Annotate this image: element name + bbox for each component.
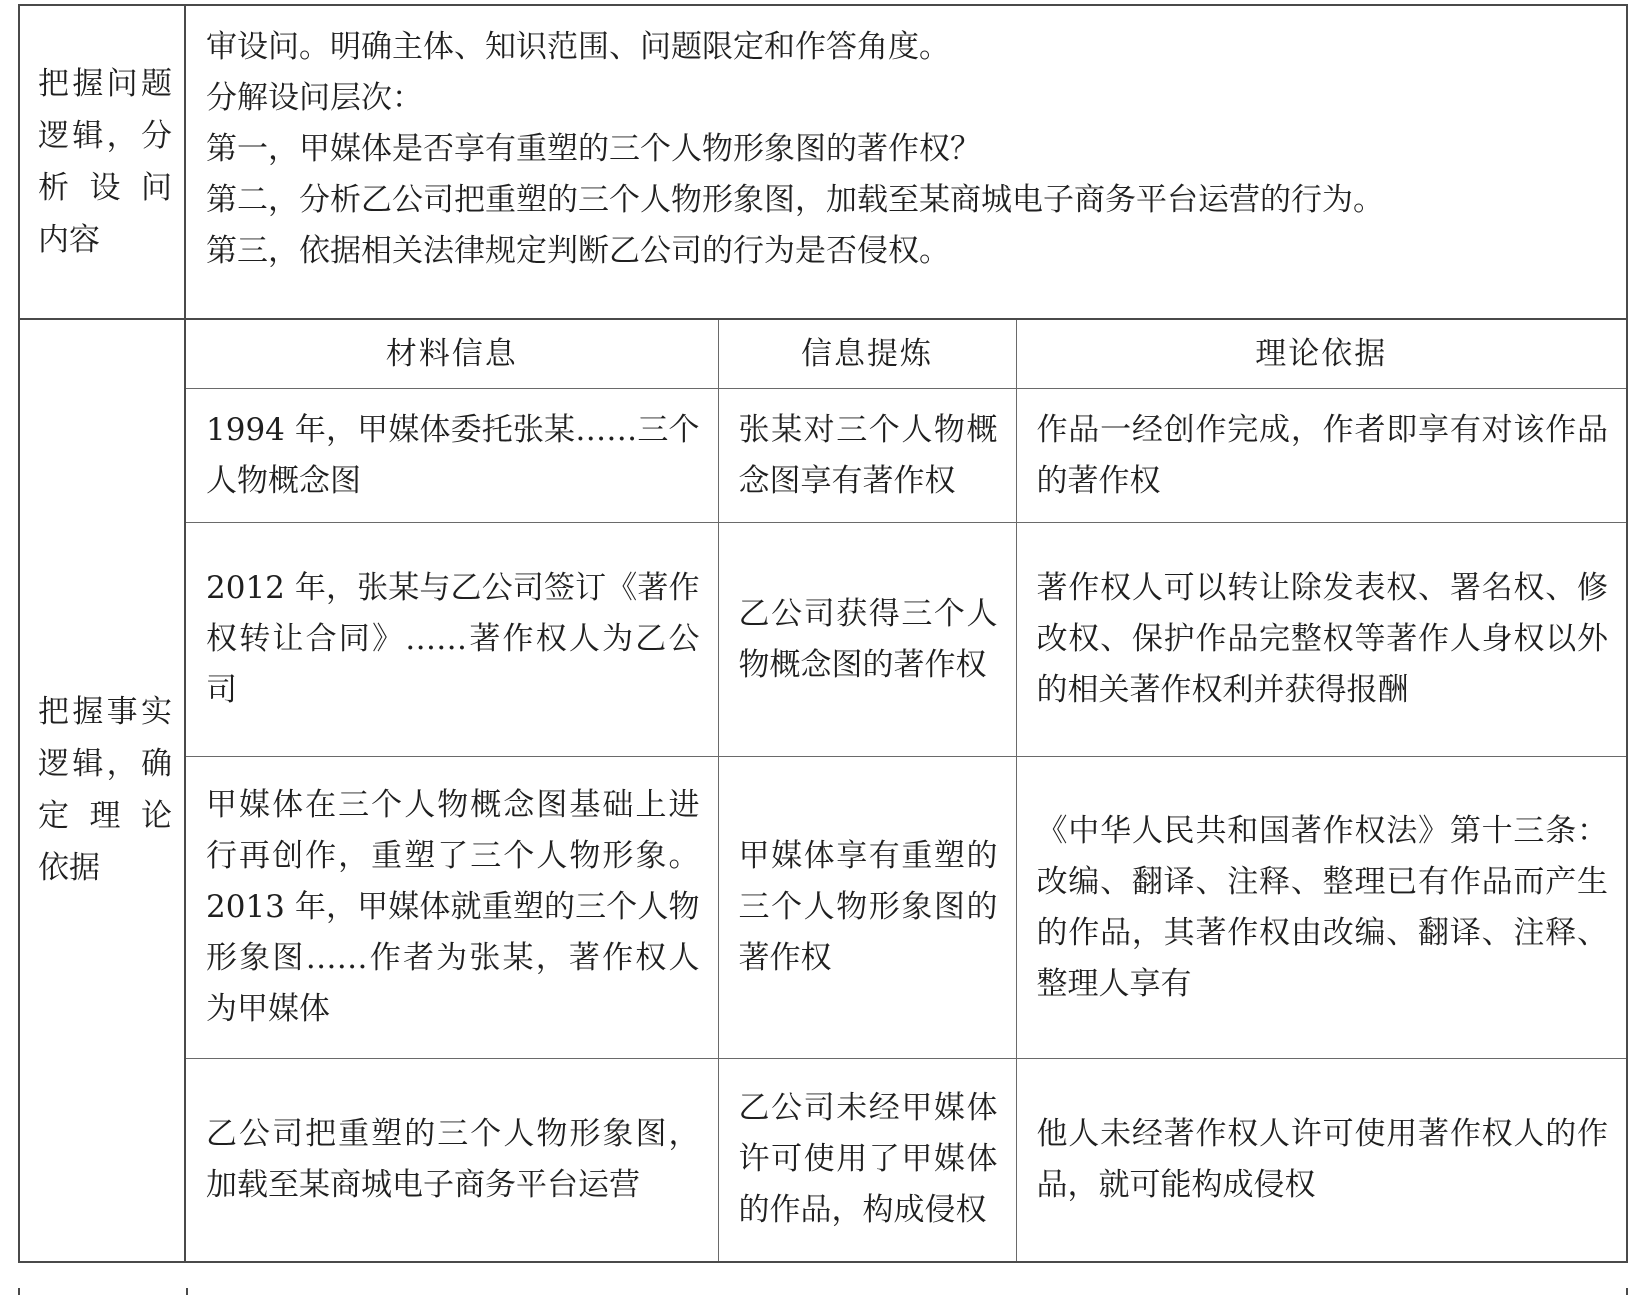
- label-line: 内容: [38, 222, 100, 258]
- refine-cell: 张某对三个人物概念图享有著作权: [718, 389, 1016, 523]
- fact-analysis-cell: [185, 319, 1627, 1262]
- section-label-fact: [19, 319, 185, 1262]
- label-line: 析设问: [38, 170, 172, 206]
- table-header-row: [186, 320, 1626, 389]
- label-line: 逻辑，确: [38, 746, 172, 783]
- table-row: [186, 389, 1626, 523]
- refine-cell: 甲媒体享有重塑的三个人物形象图的著作权: [718, 757, 1016, 1059]
- label-line: 定理论: [38, 798, 172, 835]
- theory-cell: 《中华人民共和国著作权法》第十三条：改编、翻译、注释、整理已有作品而产生的作品，其著作权由改编、翻译、注释、整理人享有: [1016, 757, 1626, 1059]
- section-label-question: [19, 5, 185, 319]
- divider: [186, 1288, 188, 1295]
- section-question-logic: [19, 5, 1627, 319]
- table-row: [186, 1059, 1626, 1261]
- content-line: 第一，甲媒体是否享有重塑的三个人物形象图的著作权？: [206, 131, 981, 167]
- material-cell: 2012 年，张某与乙公司签订《著作权转让合同》……著作权人为乙公司: [186, 523, 718, 757]
- content-line: 分解设问层次：: [206, 80, 423, 116]
- header-material: 材料信息: [186, 320, 718, 389]
- theory-cell: 作品一经创作完成，作者即享有对该作品的著作权: [1016, 389, 1626, 523]
- content-line: 第二，分析乙公司把重塑的三个人物形象图，加载至某商城电子商务平台运营的行为。: [206, 182, 1384, 218]
- header-refine: 信息提炼: [718, 320, 1016, 389]
- fact-analysis-table: [186, 320, 1626, 1261]
- section-fact-logic: [19, 319, 1627, 1262]
- analysis-table: [18, 4, 1628, 1263]
- theory-cell: 他人未经著作权人许可使用著作权人的作品，就可能构成侵权: [1016, 1059, 1626, 1261]
- refine-cell: 乙公司未经甲媒体许可使用了甲媒体的作品，构成侵权: [718, 1059, 1016, 1261]
- material-cell: 乙公司把重塑的三个人物形象图，加载至某商城电子商务平台运营: [186, 1059, 718, 1261]
- table-row: [186, 757, 1626, 1059]
- label-line: 依据: [38, 850, 100, 887]
- label-line: 把握事实: [38, 694, 172, 731]
- table-row: [186, 523, 1626, 757]
- question-analysis-content: [185, 5, 1627, 319]
- header-theory: 理论依据: [1016, 320, 1626, 389]
- table-continuation: [18, 1288, 1628, 1295]
- material-cell: 1994 年，甲媒体委托张某……三个人物概念图: [186, 389, 718, 523]
- refine-cell: 乙公司获得三个人物概念图的著作权: [718, 523, 1016, 757]
- material-cell: 甲媒体在三个人物概念图基础上进行再创作，重塑了三个人物形象。2013 年，甲媒体就重塑的三个人物形象图……作者为张某，著作权人为甲媒体: [186, 757, 718, 1059]
- label-line: 把握问题: [38, 66, 172, 102]
- content-line: 第三，依据相关法律规定判断乙公司的行为是否侵权。: [206, 233, 950, 269]
- theory-cell: 著作权人可以转让除发表权、署名权、修改权、保护作品完整权等著作人身权以外的相关著作权利并获得报酬: [1016, 523, 1626, 757]
- label-line: 逻辑，分: [38, 118, 172, 154]
- content-line: 审设问。明确主体、知识范围、问题限定和作答角度。: [206, 29, 950, 65]
